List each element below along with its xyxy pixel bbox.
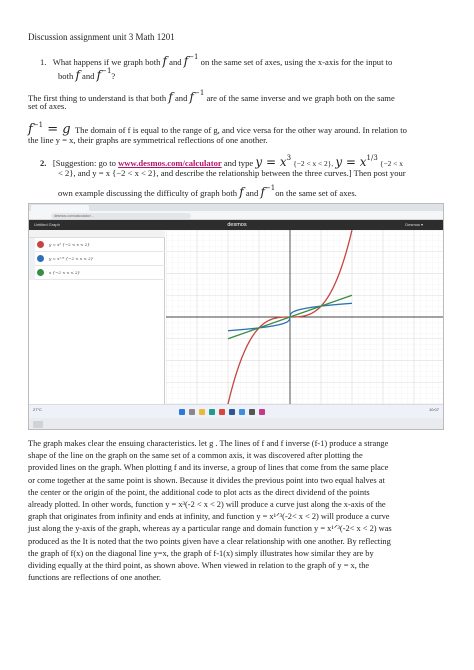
expression-row[interactable] (29, 238, 165, 252)
paragraph-2 (28, 120, 448, 136)
desmos-screenshot (28, 203, 444, 430)
body-line: produced as the It is noted that the two points given have a clear relationship with one another. By reflecting (28, 536, 391, 546)
finv-eq-g: $f^{-1} = g$ (28, 121, 71, 137)
q1-and: and (169, 57, 182, 67)
paragraph-1-cont: set of axes. (28, 101, 67, 111)
expression-row[interactable] (29, 266, 165, 280)
q2-text-a: [Suggestion: go to (52, 158, 116, 168)
clock-text: 10:07 (428, 407, 439, 412)
desmos-keypad-strip (29, 418, 444, 430)
graph-canvas[interactable] (166, 230, 444, 404)
f-symbol: f (162, 54, 167, 68)
body-line: or come together at the same point is shown. Because it divides the previous point into two equal halves at (28, 475, 385, 485)
finv-symbol: $f^{-1}$ (189, 89, 205, 104)
question-2 (40, 153, 460, 169)
body-line: functions are reflections of one another. (28, 573, 162, 583)
finv-symbol: $f^{-1}$ (260, 184, 276, 199)
browser-tabbar (29, 204, 444, 211)
body-line: just along the y-axis of the graph, whereas ay a particular range and domain function y = x¹ᐟ³(-2< x < 2) was (28, 524, 392, 534)
search-icon[interactable] (189, 409, 195, 415)
q1-number: 1. (40, 57, 47, 67)
color-dot-icon[interactable] (37, 269, 44, 276)
start-icon[interactable] (179, 409, 185, 415)
body-line: the graph of f(x) on the diagonal line y=x, the graph of f-1(x) simply illustrates how similar they are by (28, 548, 374, 558)
q2-text-b: and type (223, 158, 254, 168)
body-line: The graph makes clear the ensuing characteristics. let g . The lines of f and f inverse (f-1) produce a strange (28, 439, 389, 448)
eq2: $y = x^{1/3}$ (335, 154, 378, 169)
para2-a: The domain of f is equal to the range of g, and vice versa for the other way around. In relation to (74, 125, 407, 135)
store-icon[interactable] (249, 409, 255, 415)
color-dot-icon[interactable] (37, 241, 44, 248)
windows-taskbar (29, 404, 444, 418)
q1-text-b: on the same set of axes, using the x-axis for the input to (200, 57, 393, 67)
q2-and: and (245, 188, 259, 198)
body-line: dividing equally at the third point, as shown above. When viewed in relation to the graph of y = x, the (28, 561, 370, 570)
mail-icon[interactable] (239, 409, 245, 415)
expression-toolbar (29, 230, 165, 238)
eq1: $y = x^3$ (255, 154, 292, 169)
q1-qmark: ? (111, 71, 116, 81)
q2-number: 2. (40, 158, 47, 168)
para1-a: The first thing to understand is that both (28, 93, 167, 103)
q2-line3-a: own example discussing the difficulty of graph both (58, 188, 238, 198)
finv-symbol: $f^{-1}$ (96, 67, 112, 82)
para1-and: and (174, 93, 188, 103)
keyboard-icon[interactable] (33, 421, 43, 428)
desmos-logo: desmos (227, 222, 247, 228)
question-2-line2: < 2}, and y = x {−2 < x < 2}, and describe the relationship between the three curves.] Then post your (58, 168, 406, 178)
graph-title[interactable]: Untitled Graph (34, 222, 60, 227)
dom2: {−2 < x (379, 159, 403, 168)
expression-panel (29, 230, 165, 404)
weather-text: 27°C (33, 407, 42, 412)
body-line: the center or the origin of the point, the additional code to plot acts as the direct dividend of the points (28, 487, 370, 497)
f-symbol: f (168, 90, 173, 104)
body-line: provided lines on the graph. When plotting f and its inverse, a group of lines that come from the same place (28, 463, 389, 473)
question-2-line3 (58, 183, 357, 199)
q1-text-a: What happens if we graph both (52, 57, 161, 67)
doc-title: Discussion assignment unit 3 Math 1201 (28, 32, 175, 42)
desmos-header (29, 220, 444, 230)
word-icon[interactable] (229, 409, 235, 415)
chrome-icon[interactable] (219, 409, 225, 415)
f-symbol: f (239, 185, 244, 199)
q1-and: and (82, 71, 95, 81)
edge-icon[interactable] (209, 409, 215, 415)
explorer-icon[interactable] (199, 409, 205, 415)
question-1-cont (58, 66, 115, 82)
para1-b: are of the same inverse and we graph both on the same (206, 93, 395, 103)
dom1: {−2 < x < 2}, (293, 159, 334, 168)
color-dot-icon[interactable] (37, 255, 44, 262)
expression-label: y = x³ {−2 < x < 2} (49, 242, 90, 247)
url-field[interactable]: desmos.com/calculator/… (51, 213, 191, 219)
browser-urlbar (29, 211, 444, 220)
account-menu[interactable]: Desmos ▾ (405, 222, 423, 227)
paragraph-2-cont: the line y = x, their graphs are symmetrical reflections of one another. (28, 135, 268, 145)
f-symbol: f (75, 68, 80, 82)
body-line: graph that originates from infinity and ends at infinity, and function y = x¹ᐟ³(-2< x < 2) will produce a curve (28, 512, 390, 522)
expression-row[interactable] (29, 252, 165, 266)
finv-symbol: $f^{-1}$ (183, 53, 199, 68)
body-line: already plotted. In other words, function y = x³(-2 < x < 2) will produce a curve just along the x-axis of the (28, 500, 386, 509)
q1-text-c: both (58, 71, 74, 81)
expression-label: y = x¹ᐟ³ {−2 < x < 2} (49, 256, 94, 261)
expression-label: x {−2 < x < 2} (49, 270, 81, 275)
q2-line3-b: on the same set of axes. (275, 188, 357, 198)
app-icon[interactable] (259, 409, 265, 415)
paragraph-1 (28, 88, 448, 104)
desmos-link[interactable]: www.desmos.com/calculator (118, 158, 222, 168)
body-line: shape of the line on the graph on the same set of a common axis, it was discovered after plotting the (28, 451, 363, 461)
